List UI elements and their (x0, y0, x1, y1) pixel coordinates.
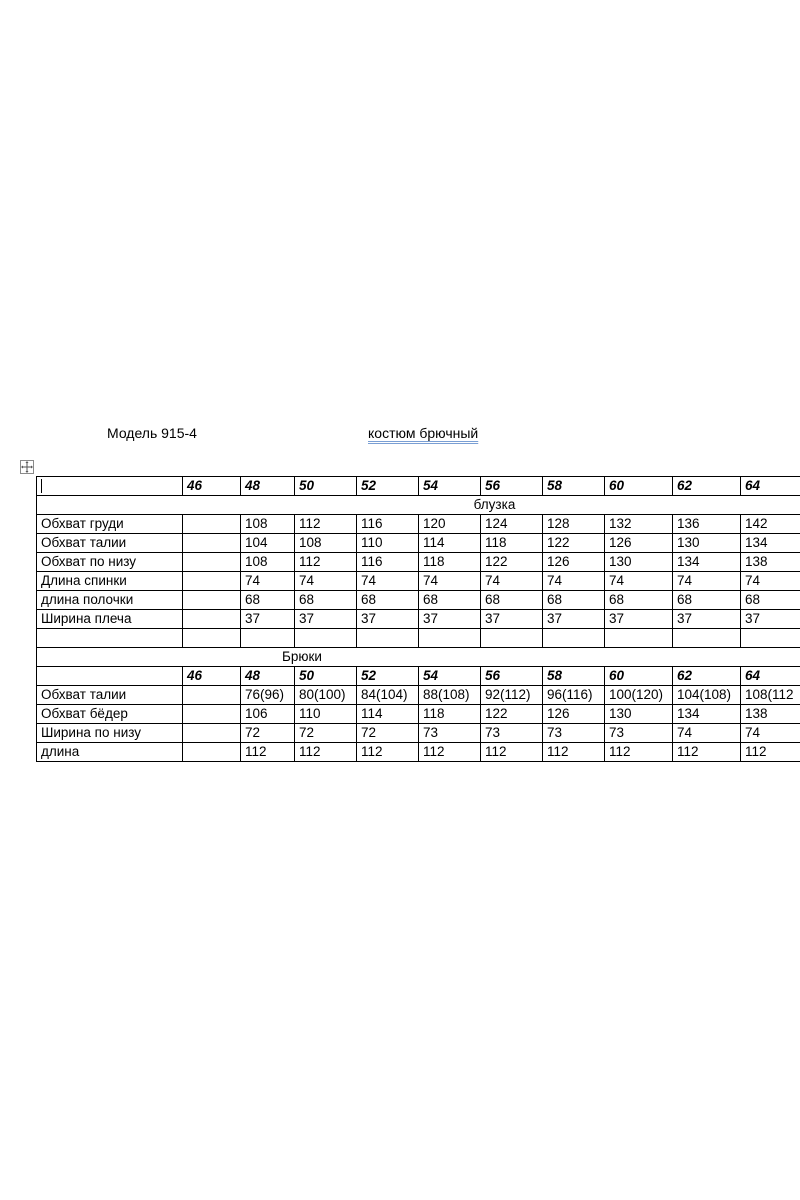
table-row (37, 686, 800, 705)
measurement-value[interactable]: 126 (543, 553, 605, 572)
table-row (37, 743, 800, 762)
measurement-value[interactable]: 37 (741, 610, 800, 629)
measurement-value[interactable] (183, 610, 241, 629)
size-table-body (37, 477, 800, 762)
measurement-value[interactable]: 72 (295, 724, 357, 743)
measurement-value[interactable]: 74 (673, 572, 741, 591)
measurement-value[interactable]: 74 (241, 572, 295, 591)
size-table-container (36, 476, 800, 766)
measurement-value[interactable]: 37 (419, 610, 481, 629)
empty-cell[interactable] (183, 629, 241, 648)
measurement-value[interactable] (183, 534, 241, 553)
measurement-value[interactable]: 112 (419, 743, 481, 762)
measurement-value[interactable]: 112 (481, 743, 543, 762)
measurement-value[interactable]: 37 (241, 610, 295, 629)
measurement-value[interactable]: 74 (357, 572, 419, 591)
measurement-value[interactable]: 112 (295, 743, 357, 762)
size-header-cell[interactable]: 50 (295, 667, 357, 686)
measurement-value[interactable]: 138 (741, 705, 800, 724)
empty-table-row (37, 629, 800, 648)
empty-cell[interactable] (741, 629, 800, 648)
measurement-value[interactable]: 74 (481, 572, 543, 591)
measurement-value[interactable]: 110 (295, 705, 357, 724)
model-title: Модель 915-4 (107, 425, 197, 441)
size-header-cell[interactable]: 48 (241, 477, 295, 496)
table-row (37, 610, 800, 629)
table-row (37, 515, 800, 534)
measurement-value[interactable] (183, 515, 241, 534)
measurement-value[interactable]: 37 (295, 610, 357, 629)
measurement-value[interactable]: 112 (741, 743, 800, 762)
table-move-handle-icon[interactable] (20, 460, 34, 474)
measurement-value[interactable]: 68 (673, 591, 741, 610)
text-cursor (41, 479, 42, 493)
measurement-value[interactable]: 72 (241, 724, 295, 743)
measurement-label[interactable]: Обхват бёдер (37, 705, 183, 724)
measurement-value[interactable]: 68 (357, 591, 419, 610)
measurement-value[interactable]: 112 (295, 515, 357, 534)
measurement-label[interactable]: Обхват талии (37, 686, 183, 705)
measurement-value[interactable]: 122 (481, 553, 543, 572)
size-header-cell[interactable]: 58 (543, 667, 605, 686)
measurement-value[interactable]: 68 (481, 591, 543, 610)
measurement-label[interactable]: Длина спинки (37, 572, 183, 591)
measurement-value[interactable]: 106 (241, 705, 295, 724)
measurement-value[interactable]: 84(104) (357, 686, 419, 705)
measurement-value[interactable]: 114 (357, 705, 419, 724)
measurement-value[interactable]: 112 (543, 743, 605, 762)
measurement-value[interactable]: 114 (419, 534, 481, 553)
measurement-value[interactable]: 68 (419, 591, 481, 610)
measurement-value[interactable]: 134 (673, 553, 741, 572)
size-header-cell[interactable]: 54 (419, 477, 481, 496)
measurement-value[interactable]: 74 (605, 572, 673, 591)
empty-cell[interactable] (419, 629, 481, 648)
measurement-value[interactable]: 80(100) (295, 686, 357, 705)
measurement-value[interactable]: 108 (241, 515, 295, 534)
measurement-value[interactable]: 112 (673, 743, 741, 762)
measurement-value[interactable]: 96(116) (543, 686, 605, 705)
measurement-value[interactable]: 68 (241, 591, 295, 610)
table-row (37, 553, 800, 572)
measurement-value[interactable]: 68 (741, 591, 800, 610)
measurement-value[interactable]: 37 (481, 610, 543, 629)
table-row (37, 724, 800, 743)
measurement-value[interactable]: 118 (419, 553, 481, 572)
measurement-value[interactable]: 124 (481, 515, 543, 534)
table-row (37, 572, 800, 591)
measurement-value[interactable]: 112 (241, 743, 295, 762)
measurement-label[interactable]: длина полочки (37, 591, 183, 610)
empty-cell[interactable] (605, 629, 673, 648)
blouse-section-row (37, 496, 800, 515)
size-header-cell[interactable]: 52 (357, 667, 419, 686)
size-header-cell[interactable]: 64 (741, 667, 800, 686)
size-header-cell[interactable]: 46 (183, 667, 241, 686)
measurement-value[interactable] (183, 724, 241, 743)
measurement-value[interactable]: 74 (741, 724, 800, 743)
size-header-cell[interactable]: 56 (481, 477, 543, 496)
measurement-value[interactable]: 88(108) (419, 686, 481, 705)
size-header-cell[interactable]: 60 (605, 667, 673, 686)
measurement-label[interactable]: Обхват талии (37, 534, 183, 553)
measurement-value[interactable]: 130 (605, 705, 673, 724)
measurement-value[interactable]: 76(96) (241, 686, 295, 705)
measurement-value[interactable]: 37 (543, 610, 605, 629)
measurement-value[interactable]: 112 (357, 743, 419, 762)
measurement-value[interactable]: 73 (605, 724, 673, 743)
measurement-value[interactable] (183, 743, 241, 762)
size-header-cell[interactable]: 48 (241, 667, 295, 686)
size-table (36, 476, 800, 762)
trousers-section-row (37, 648, 800, 667)
measurement-value[interactable]: 74 (543, 572, 605, 591)
measurement-value[interactable]: 118 (481, 534, 543, 553)
measurement-value[interactable] (183, 572, 241, 591)
measurement-value[interactable]: 112 (605, 743, 673, 762)
measurement-value[interactable]: 108 (241, 553, 295, 572)
table-row (37, 705, 800, 724)
measurement-value[interactable]: 68 (543, 591, 605, 610)
trousers-size-header-row (37, 667, 800, 686)
empty-cell[interactable] (481, 629, 543, 648)
measurement-value[interactable]: 68 (295, 591, 357, 610)
measurement-value[interactable]: 72 (357, 724, 419, 743)
empty-cell[interactable] (357, 629, 419, 648)
measurement-value[interactable]: 108 (295, 534, 357, 553)
blouse-section-title[interactable]: блузка (37, 496, 800, 515)
size-header-corner-cell[interactable] (37, 477, 183, 496)
empty-cell[interactable] (673, 629, 741, 648)
measurement-value[interactable] (183, 705, 241, 724)
trousers-section-title[interactable]: Брюки (37, 648, 800, 667)
product-title: костюм брючный (368, 425, 479, 441)
measurement-value[interactable]: 122 (481, 705, 543, 724)
size-header-cell[interactable]: 62 (673, 477, 741, 496)
empty-cell[interactable] (295, 629, 357, 648)
empty-cell[interactable] (37, 629, 183, 648)
measurement-value[interactable]: 122 (543, 534, 605, 553)
size-header-cell[interactable]: 50 (295, 477, 357, 496)
measurement-value[interactable]: 37 (673, 610, 741, 629)
size-header-cell[interactable]: 60 (605, 477, 673, 496)
measurement-value[interactable]: 130 (673, 534, 741, 553)
size-header-cell[interactable]: 52 (357, 477, 419, 496)
measurement-value[interactable]: 126 (543, 705, 605, 724)
measurement-value[interactable]: 116 (357, 515, 419, 534)
measurement-value[interactable]: 74 (419, 572, 481, 591)
measurement-value[interactable]: 104 (241, 534, 295, 553)
measurement-value[interactable]: 116 (357, 553, 419, 572)
measurement-value[interactable]: 134 (673, 705, 741, 724)
measurement-label[interactable]: Обхват по низу (37, 553, 183, 572)
measurement-value[interactable]: 132 (605, 515, 673, 534)
measurement-value[interactable]: 126 (605, 534, 673, 553)
measurement-value[interactable]: 136 (673, 515, 741, 534)
empty-cell[interactable] (241, 629, 295, 648)
measurement-value[interactable]: 73 (543, 724, 605, 743)
measurement-label[interactable]: Ширина плеча (37, 610, 183, 629)
measurement-value[interactable]: 104(108) (673, 686, 741, 705)
size-header-cell[interactable]: 58 (543, 477, 605, 496)
empty-cell[interactable] (543, 629, 605, 648)
measurement-value[interactable]: 120 (419, 515, 481, 534)
size-header-cell[interactable]: 56 (481, 667, 543, 686)
measurement-value[interactable]: 74 (741, 572, 800, 591)
measurement-value[interactable] (183, 686, 241, 705)
measurement-value[interactable]: 100(120) (605, 686, 673, 705)
measurement-value[interactable]: 130 (605, 553, 673, 572)
size-header-cell[interactable]: 64 (741, 477, 800, 496)
measurement-value[interactable]: 73 (481, 724, 543, 743)
measurement-value[interactable]: 74 (295, 572, 357, 591)
table-row (37, 591, 800, 610)
measurement-value[interactable]: 142 (741, 515, 800, 534)
blouse-size-header-row (37, 477, 800, 496)
table-row (37, 534, 800, 553)
measurement-label[interactable]: длина (37, 743, 183, 762)
measurement-value[interactable]: 37 (605, 610, 673, 629)
measurement-label[interactable]: Ширина по низу (37, 724, 183, 743)
measurement-value[interactable]: 108(112 (741, 686, 800, 705)
measurement-value[interactable]: 110 (357, 534, 419, 553)
size-header-cell[interactable]: 62 (673, 667, 741, 686)
measurement-value[interactable]: 118 (419, 705, 481, 724)
measurement-value[interactable]: 138 (741, 553, 800, 572)
measurement-value[interactable]: 73 (419, 724, 481, 743)
measurement-value[interactable]: 74 (673, 724, 741, 743)
size-header-cell[interactable]: 46 (183, 477, 241, 496)
measurement-value[interactable]: 92(112) (481, 686, 543, 705)
measurement-label[interactable]: Обхват груди (37, 515, 183, 534)
measurement-value[interactable]: 128 (543, 515, 605, 534)
size-header-corner-cell[interactable] (37, 667, 183, 686)
measurement-value[interactable]: 112 (295, 553, 357, 572)
size-header-cell[interactable]: 54 (419, 667, 481, 686)
measurement-value[interactable] (183, 553, 241, 572)
measurement-value[interactable]: 37 (357, 610, 419, 629)
measurement-value[interactable]: 68 (605, 591, 673, 610)
measurement-value[interactable] (183, 591, 241, 610)
measurement-value[interactable]: 134 (741, 534, 800, 553)
